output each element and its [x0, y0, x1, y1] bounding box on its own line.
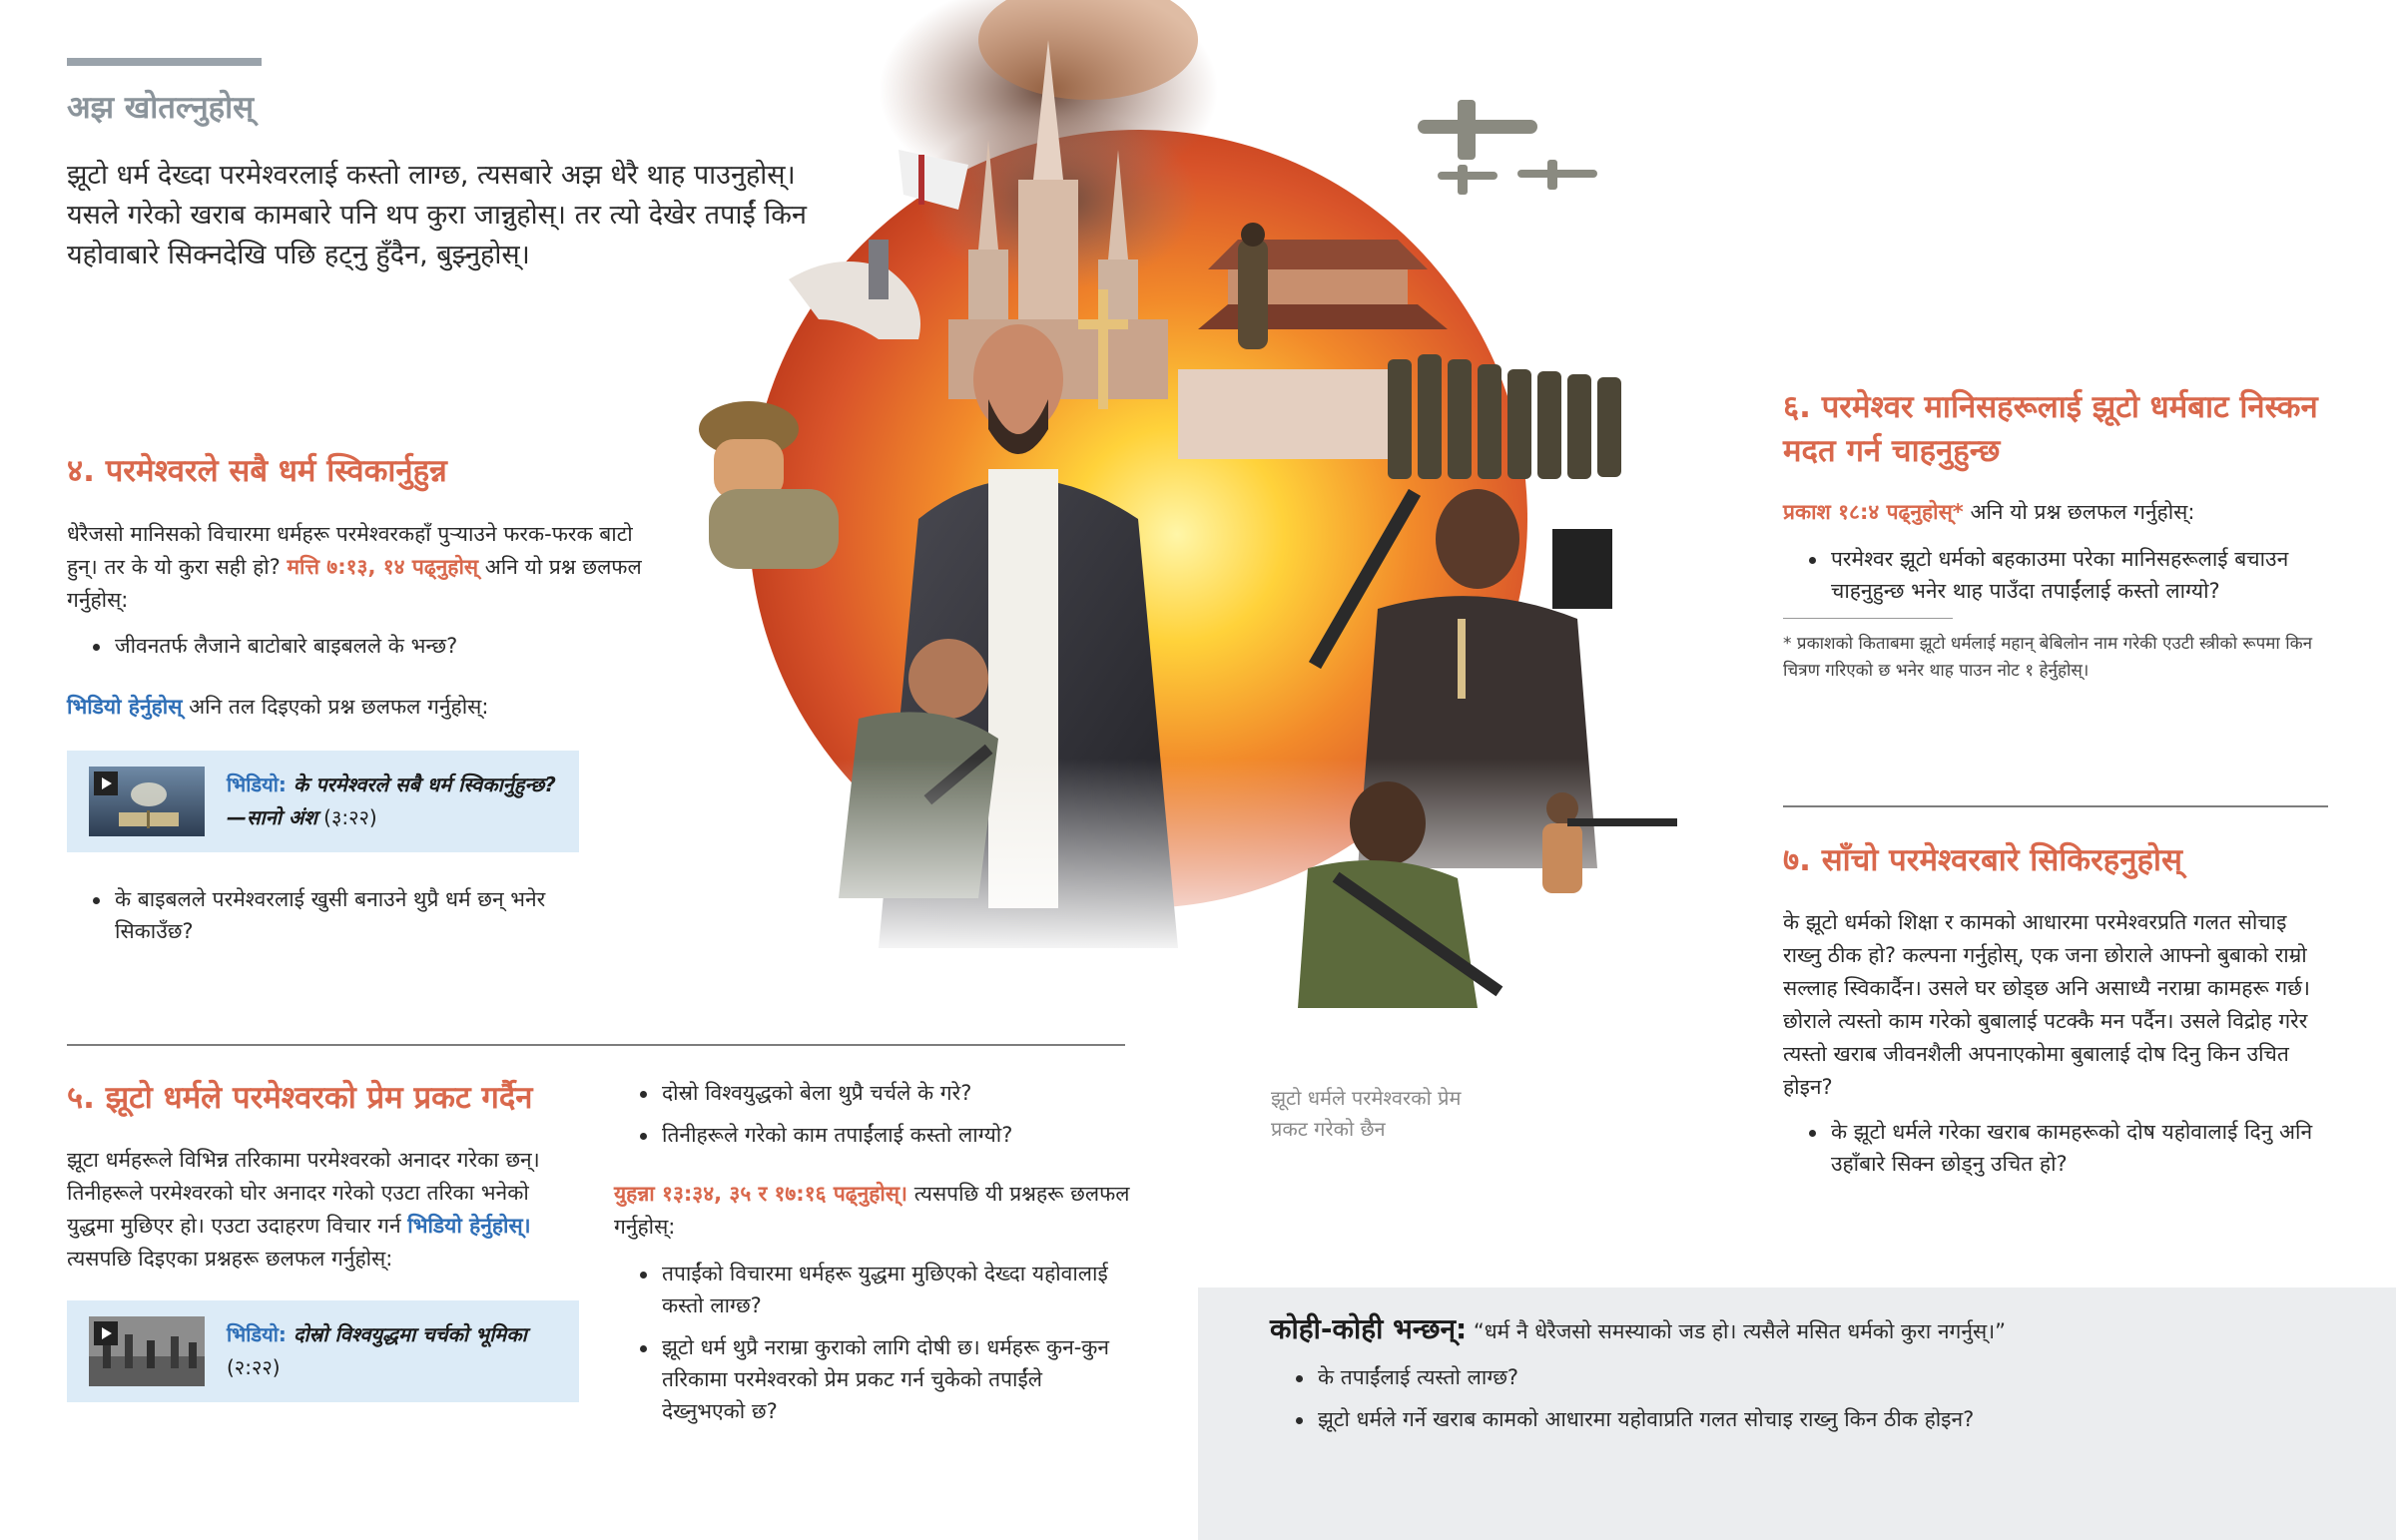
- footnote-marker[interactable]: *: [1952, 500, 1964, 524]
- video-title-text: दोस्रो विश्वयुद्धमा चर्चको भूमिका: [286, 1322, 527, 1346]
- section-5-text: झूटा धर्महरूले विभिन्न तरिकामा परमेश्वरको अनादर गरेका छन्। तिनीहरूले परमेश्वरको घोर अनादर गरेको एउटा तरिका भनेको युद्धमा मुछिएर हो। एउटा उदाहरण विचार गर्न: [67, 1148, 540, 1238]
- section-4-paragraph: [67, 518, 656, 617]
- watch-video-link[interactable]: भिडियो हेर्नुहोस्।: [407, 1214, 531, 1238]
- section-5-title: ५. झूटो धर्मले परमेश्वरको प्रेम प्रकट गर्दैन: [67, 1080, 533, 1116]
- airplanes: [1418, 100, 1597, 195]
- section-6-scripture-instruction: [1783, 496, 2362, 529]
- section-4-text-b: अनि यो प्रश्न छलफल गर्नुहोस्:: [67, 555, 642, 612]
- section-7-title: ७. साँचो परमेश्वरबारे सिकिरहनुहोस्: [1783, 842, 2182, 878]
- section-4-scripture-link[interactable]: मत्ति ७:१३, १४ पढ्नुहोस्: [287, 555, 479, 579]
- section-6-scripture-text: अनि यो प्रश्न छलफल गर्नुहोस्:: [1963, 500, 2195, 524]
- section-title-dig-deeper: अझ खोतल्नुहोस्: [67, 90, 255, 126]
- section-5-scripture-instruction: [614, 1178, 1133, 1244]
- officer-on-podium: [1238, 223, 1268, 349]
- list-item: झूटो धर्म थुप्रै नराम्रा कुराको लागि दोषी छ। धर्महरू कुन-कुन तरिकामा परमेश्वरको प्रेम प्रकट गर्न चुकेको तपाईंले देख्नुभएको छ?: [614, 1331, 1113, 1427]
- section-4-bullets-a: [67, 630, 666, 672]
- list-item: परमेश्वर झूटो धर्मको बहकाउमा परेका मानिसहरूलाई बचाउन चाहनुहुन्छ भनेर थाह पाउँदा तपाईंलाई कस्तो लाग्यो?: [1783, 543, 2342, 607]
- section-5-bullets-a: [614, 1077, 1113, 1161]
- video-title: [227, 769, 557, 834]
- section-6-bullets: [1783, 543, 2342, 617]
- video-duration: (३:२२): [316, 805, 377, 829]
- list-item: तपाईंको विचारमा धर्महरू युद्धमा मुछिएको देख्दा यहोवालाई कस्तो लाग्छ?: [614, 1258, 1113, 1321]
- section-4-video-text: अनि तल दिइएको प्रश्न छलफल गर्नुहोस्:: [182, 695, 489, 719]
- list-item: दोस्रो विश्वयुद्धको बेला थुप्रै चर्चले के गरे?: [614, 1077, 1113, 1109]
- video-label: भिडियो:: [227, 772, 287, 796]
- play-icon[interactable]: [94, 1321, 118, 1345]
- watch-video-link[interactable]: भिडियो हेर्नुहोस्: [67, 695, 183, 719]
- section-5-scripture-text: त्यसपछि यी प्रश्नहरू छलफल गर्नुहोस्:: [614, 1182, 1130, 1239]
- section-5-text-after: त्यसपछि दिइएका प्रश्नहरू छलफल गर्नुहोस्:: [67, 1247, 393, 1271]
- video-title: [227, 1318, 527, 1384]
- footnote-divider: [1783, 618, 1953, 619]
- video-card-religions[interactable]: [67, 751, 579, 852]
- illustration-caption: झूटो धर्मले परमेश्वरको प्रेम प्रकट गरेको छैन: [1271, 1086, 1462, 1141]
- divider: [1783, 805, 2328, 807]
- list-item: के झूटो धर्मले गरेका खराब कामहरूको दोष यहोवालाई दिनु अनि उहाँबारे सिक्न छोड्नु उचित हो?: [1783, 1116, 2328, 1180]
- video-card-ww2-church[interactable]: [67, 1300, 579, 1402]
- section-7-bullets: [1783, 1116, 2328, 1190]
- section-4-video-instruction: [67, 691, 686, 724]
- section-6-footnote: * प्रकाशको किताबमा झूटो धर्मलाई महान् बेबिलोन नाम गरेकी एउटी स्त्रीको रूपमा किन चित्रण गरिएको छ भनेर थाह पाउन नोट १ हेर्नुहोस्।: [1783, 634, 2313, 681]
- section-6-title: ६. परमेश्वर मानिसहरूलाई झूटो धर्मबाट निस्कन मदत गर्न चाहनुहुन्छ: [1783, 389, 2318, 469]
- section-5-bullets-b: [614, 1258, 1113, 1437]
- list-item: झूटो धर्मले गर्ने खराब कामको आधारमा यहोवाप्रति गलत सोचाइ राख्नु किन ठीक होइन?: [1270, 1403, 2368, 1435]
- video-title-text: के परमेश्वरले सबै धर्म स्विकार्नुहुन्छ? —सानो अंश: [227, 772, 556, 829]
- list-item: के बाइबलले परमेश्वरलाई खुसी बनाउने थुप्रै धर्म छन् भनेर सिकाउँछ?: [67, 883, 606, 947]
- list-item: जीवनतर्फ लैजाने बाटोबारे बाइबलले के भन्छ?: [67, 630, 666, 662]
- some-say-quote: “धर्म नै धेरैजसो समस्याको जड हो। त्यसैले मसित धर्मको कुरा नगर्नुस्।”: [1467, 1319, 2007, 1343]
- top-accent-bar: [67, 58, 262, 66]
- play-icon[interactable]: [94, 771, 118, 795]
- section-4-title: ४. परमेश्वरले सबै धर्म स्विकार्नुहुन्न: [67, 453, 447, 489]
- video-thumbnail[interactable]: [89, 767, 205, 836]
- list-item: तिनीहरूले गरेको काम तपाईंलाई कस्तो लाग्यो?: [614, 1119, 1113, 1151]
- section-4-text-a: धेरैजसो मानिसको विचारमा धर्महरू परमेश्वरकहाँ पुऱ्याउने फरक-फरक बाटो हुन्। तर के यो कुरा सही हो?: [67, 522, 633, 579]
- intro-paragraph: झूटो धर्म देख्दा परमेश्वरलाई कस्तो लाग्छ, त्यसबारे अझ धेरै थाह पाउनुहोस्। यसले गरेको खराब कामबारे पनि थप कुरा जान्नुहोस्। तर त्यो देखेर तपाईं किन यहोवाबारे सिक्नदेखि पछि हट्नु हुँदैन, बुझ्नुहोस्।: [67, 160, 808, 270]
- video-thumbnail[interactable]: [89, 1316, 205, 1386]
- some-say-line: [1270, 1313, 2368, 1347]
- section-5-scripture-link[interactable]: युहन्ना १३:३४, ३५ र १७:१६ पढ्नुहोस्।: [614, 1182, 908, 1206]
- section-5-paragraph: [67, 1144, 576, 1276]
- some-say-label: कोही-कोही भन्छन्:: [1270, 1312, 1468, 1345]
- section-6-scripture-link[interactable]: प्रकाश १८:४ पढ्नुहोस्: [1783, 500, 1953, 524]
- illustration-false-religion-war: [619, 0, 1737, 1078]
- section-7-paragraph: के झूटो धर्मको शिक्षा र कामको आधारमा परमेश्वरप्रति गलत सोचाइ राख्नु ठीक हो? कल्पना गर्नुहोस्, एक जना छोराले आफ्नो बुबाको राम्रो सल्लाह स्विकार्दैन। उसले घर छोड्छ अनि असाध्यै नराम्रा कामहरू गर्छ। छोराले त्यस्तो काम गरेको बुबालाई पटक्कै मन पर्दैन। उसले विद्रोह गरेर त्यस्तो खराब जीवनशैली अपनाएकोमा बुबालाई दोष दिनु किन उचित होइन?: [1783, 910, 2310, 1099]
- video-label: भिडियो:: [227, 1322, 287, 1346]
- some-say-bullets: [1270, 1361, 2368, 1445]
- list-item: के तपाईंलाई त्यस्तो लाग्छ?: [1270, 1361, 2368, 1393]
- section-4-bullets-b: [67, 883, 606, 957]
- video-duration: (२:२२): [227, 1355, 281, 1379]
